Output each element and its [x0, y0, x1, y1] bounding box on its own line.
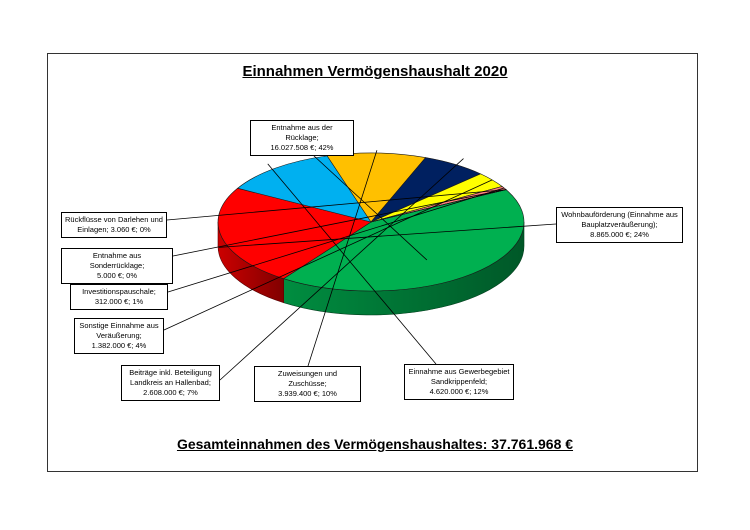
data-label: Zuweisungen und Zuschüsse; 3.939.400 €; 10%	[254, 366, 361, 402]
data-label: Sonstige Einnahme aus Veräußerung; 1.382.000 €; 4%	[74, 318, 164, 354]
data-label: Entnahme aus der Rücklage; 16.027.508 €; 42%	[250, 120, 354, 156]
data-label: Beiträge inkl. Beteiligung Landkreis an Hallenbad; 2.608.000 €; 7%	[121, 365, 220, 401]
data-label: Rückflüsse von Darlehen und Einlagen; 3.060 €; 0%	[61, 212, 167, 238]
data-label: Einnahme aus Gewerbegebiet Sandkrippenfeld; 4.620.000 €; 12%	[404, 364, 514, 400]
chart-footer: Gesamteinnahmen des Vermögenshaushaltes: 37.761.968 €	[176, 436, 574, 452]
data-label: Wohnbauförderung (Einnahme aus Bauplatzveräußerung); 8.865.000 €; 24%	[556, 207, 683, 243]
data-label: Investitionspauschale; 312.000 €; 1%	[70, 284, 168, 310]
data-label: Entnahme aus Sonderrücklage; 5.000 €; 0%	[61, 248, 173, 284]
chart-title: Einnahmen Vermögenshaushalt 2020	[242, 63, 508, 80]
